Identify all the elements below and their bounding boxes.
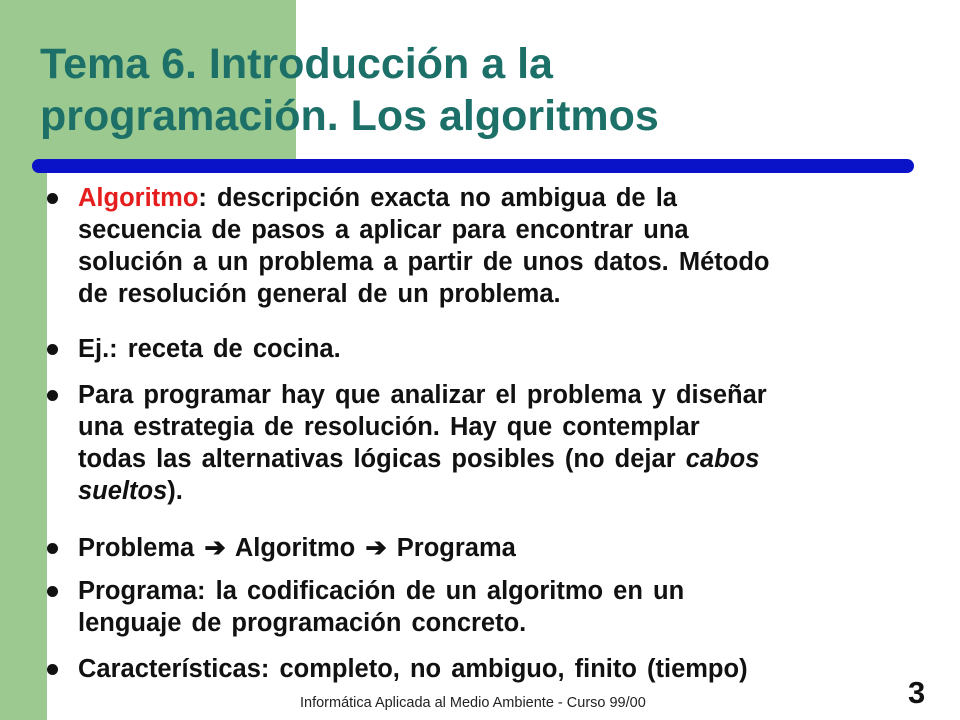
bullet-text: Ej.: receta de cocina. <box>78 335 341 363</box>
flow-programa: Programa <box>396 534 516 562</box>
bullet-text: de resolución general de un problema. <box>78 280 561 308</box>
term-algoritmo: Algoritmo <box>78 184 199 212</box>
bullet-caracteristicas <box>78 653 948 685</box>
bullet-text: secuencia de pasos a aplicar para encontrar una <box>78 216 689 244</box>
bullet-flow <box>78 532 948 564</box>
slide-title-line-1: Tema 6. Introducción a la <box>40 40 553 88</box>
bullet-text: : descripción exacta no ambigua de la <box>198 184 677 212</box>
bullet-text: Características: completo, no ambiguo, finito (tiempo) <box>78 655 748 683</box>
bullet-text: solución a un problema a partir de unos datos. Método <box>78 248 770 276</box>
slide-title <box>40 38 940 142</box>
bullet-programa-definition <box>78 575 948 639</box>
bullet-italic-text: cabos <box>685 445 760 473</box>
slide-footer: Informática Aplicada al Medio Ambiente - Curso 99/00 <box>300 695 646 711</box>
bullet-text: una estrategia de resolución. Hay que contemplar <box>78 413 700 441</box>
bullet-dot <box>47 586 58 597</box>
bullet-dot <box>47 193 58 204</box>
arrow-right-icon: ➔ <box>365 534 387 562</box>
bullet-text: ). <box>167 477 183 505</box>
slide-title-line-2: programación. Los algoritmos <box>40 92 659 140</box>
bullet-text: Programa: la codificación de un algoritmo en un <box>78 577 685 605</box>
flow-algoritmo: Algoritmo <box>234 534 356 562</box>
bullet-dot <box>47 390 58 401</box>
bullet-italic-text: sueltos <box>78 477 168 505</box>
bullet-dot <box>47 543 58 554</box>
bullet-dot <box>47 664 58 675</box>
bullet-algoritmo-definition <box>78 182 948 310</box>
bullet-dot <box>47 344 58 355</box>
bullet-programar <box>78 379 948 507</box>
title-underline-bar <box>32 159 914 173</box>
bullet-text: lenguaje de programación concreto. <box>78 609 527 637</box>
arrow-right-icon: ➔ <box>204 534 226 562</box>
page-number: 3 <box>908 675 926 710</box>
bullet-example <box>78 333 948 365</box>
flow-problema: Problema <box>78 534 195 562</box>
bullet-text: Para programar hay que analizar el problema y diseñar <box>78 381 767 409</box>
bullet-text: todas las alternativas lógicas posibles (no dejar <box>78 445 686 473</box>
